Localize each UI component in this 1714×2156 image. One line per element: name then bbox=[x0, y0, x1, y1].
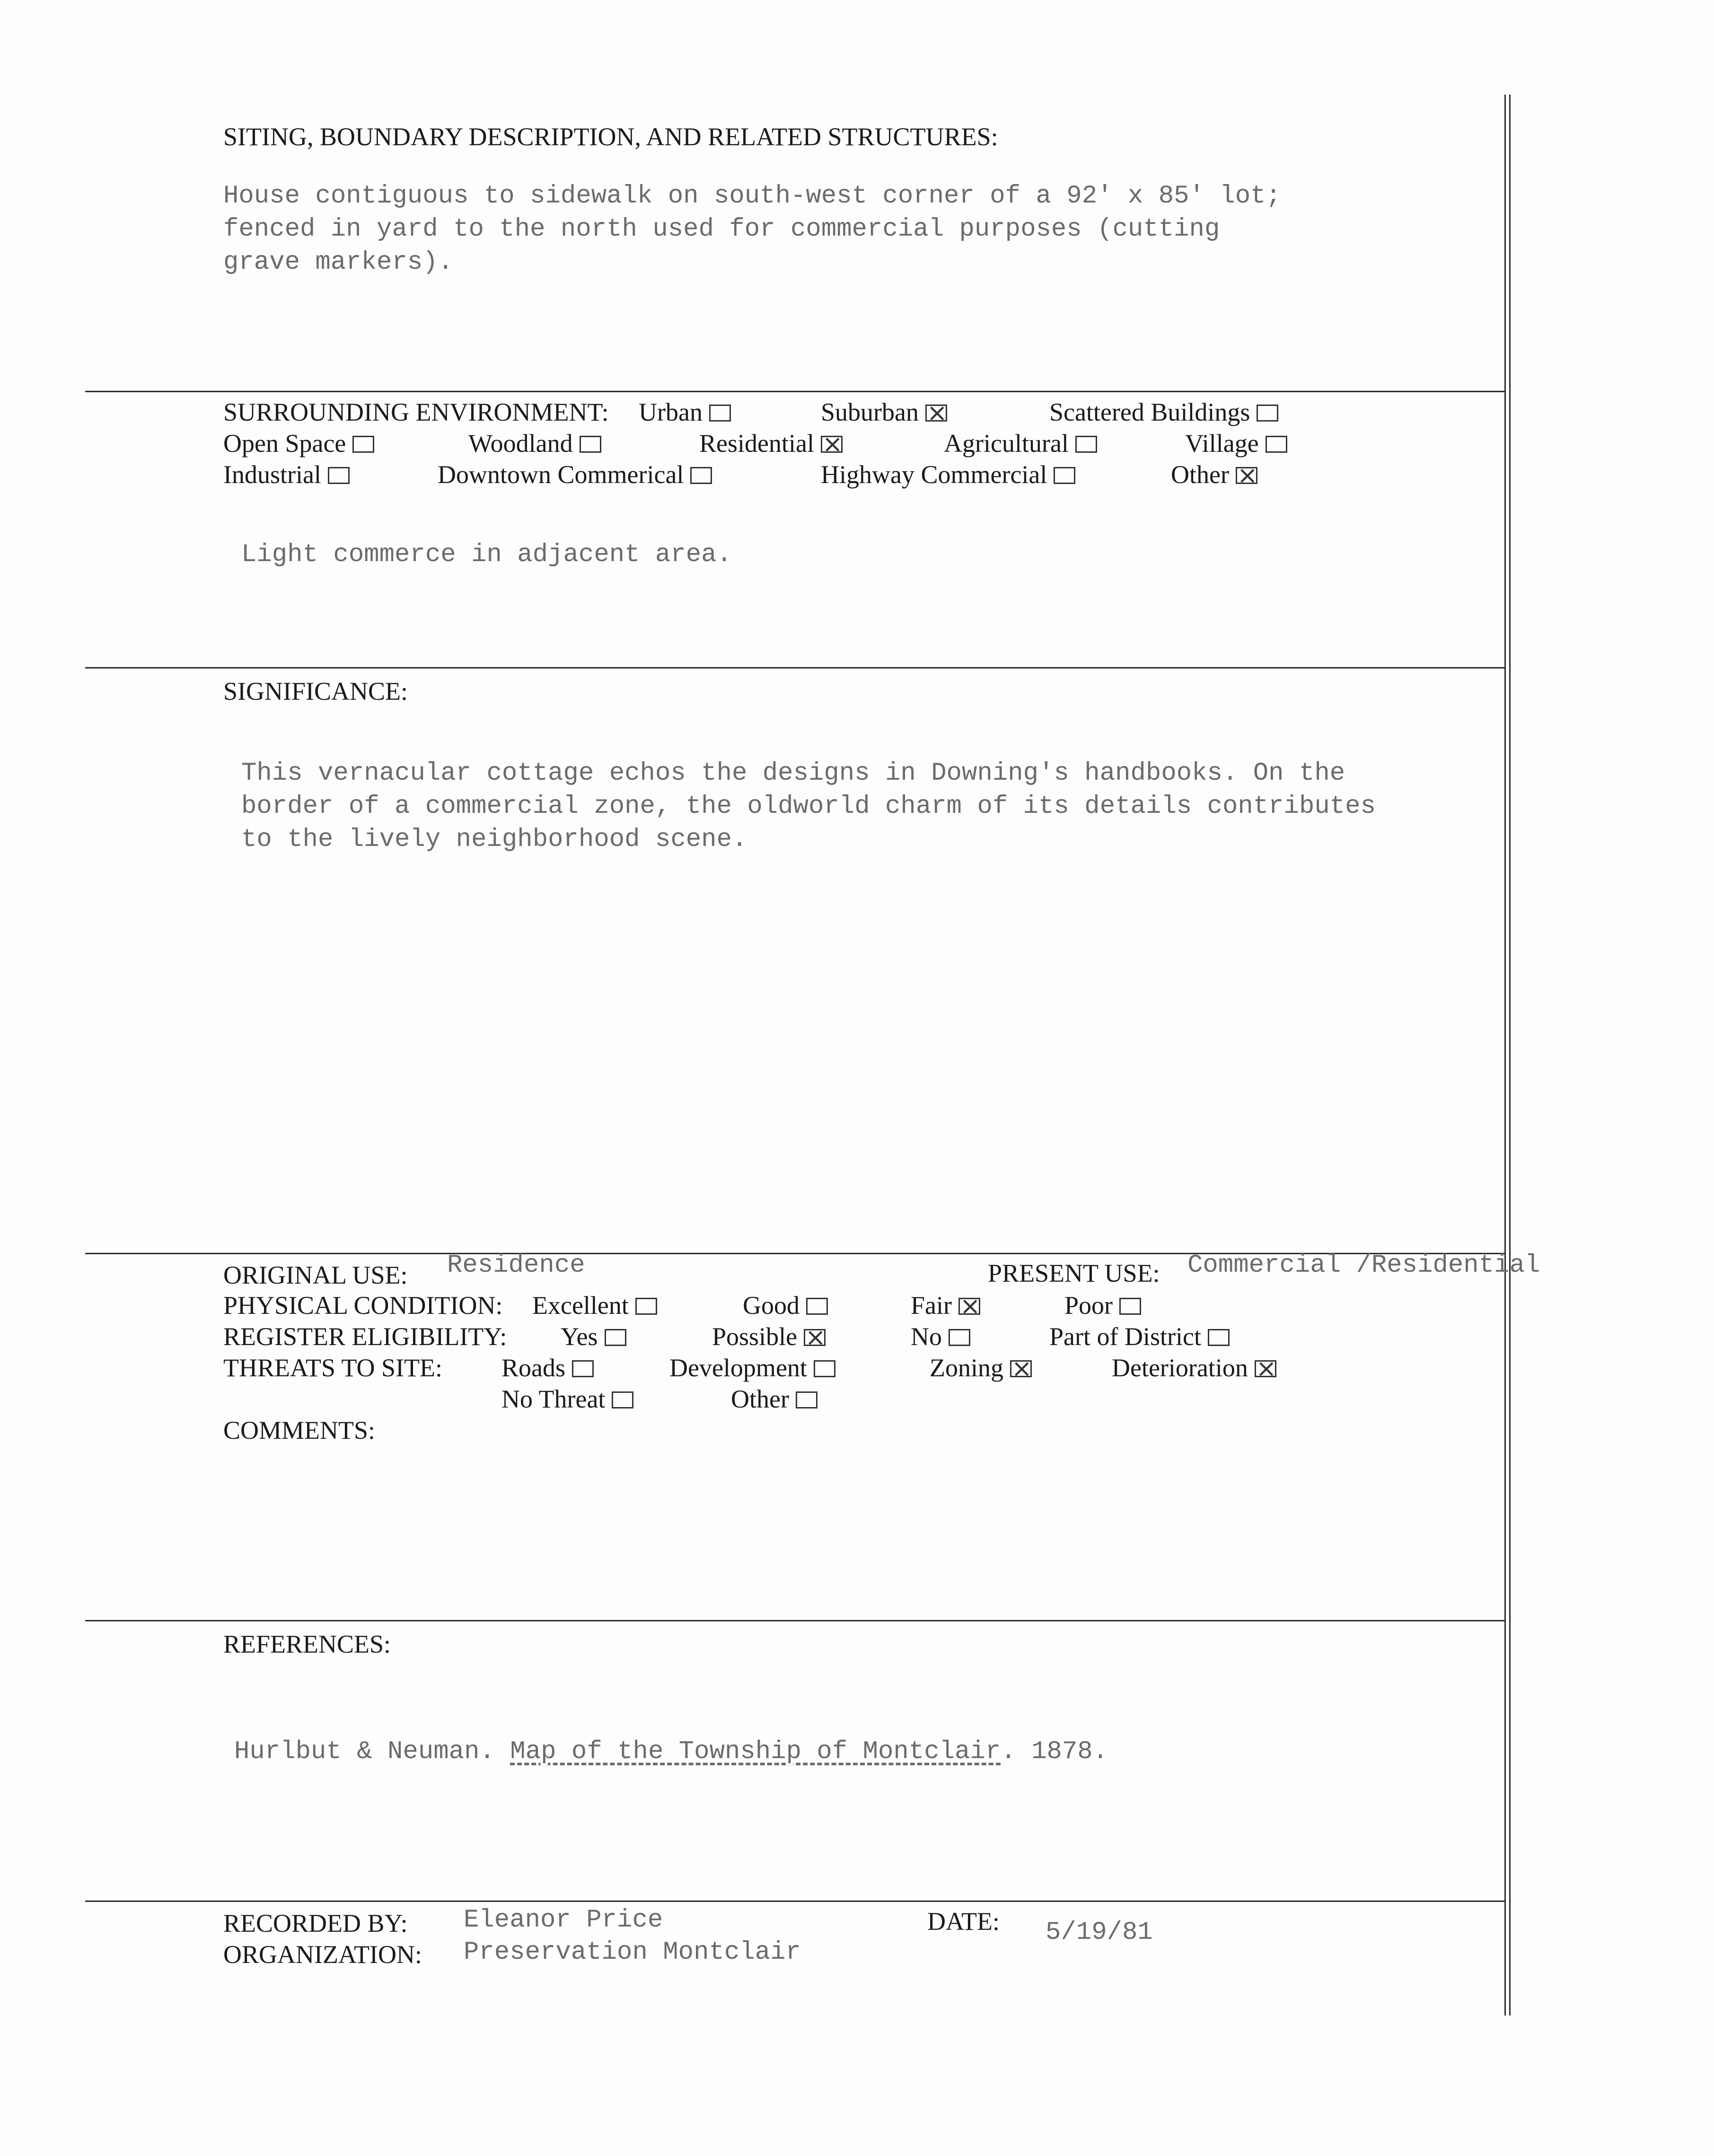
env-label-highway: Highway Commercial bbox=[821, 460, 1047, 489]
environment-note: Light commerce in adjacent area. bbox=[241, 540, 732, 569]
reference-title: Map of the Township of Montclair bbox=[510, 1737, 1001, 1766]
checkbox-checked[interactable] bbox=[958, 1298, 980, 1315]
env-option-open-space[interactable] bbox=[223, 428, 374, 459]
env-label-village: Village bbox=[1185, 429, 1259, 458]
env-label-open-space: Open Space bbox=[223, 429, 346, 458]
checkbox[interactable] bbox=[949, 1329, 970, 1346]
condition-option-poor[interactable] bbox=[1064, 1290, 1141, 1321]
threat-option-roads[interactable] bbox=[501, 1352, 594, 1383]
env-option-agricultural[interactable] bbox=[944, 428, 1097, 459]
condition-option-fair[interactable] bbox=[911, 1290, 980, 1321]
checkbox-checked[interactable] bbox=[804, 1329, 826, 1346]
organization-value: Preservation Montclair bbox=[464, 1938, 801, 1967]
env-option-residential[interactable] bbox=[699, 428, 843, 459]
checkbox[interactable] bbox=[1266, 436, 1287, 453]
original-use-label: ORIGINAL USE: bbox=[223, 1261, 408, 1289]
checkbox[interactable] bbox=[328, 467, 350, 484]
threat-option-zoning[interactable] bbox=[930, 1352, 1032, 1383]
eligibility-label-possible: Possible bbox=[712, 1322, 798, 1351]
checkbox[interactable] bbox=[709, 405, 731, 422]
env-option-highway[interactable] bbox=[821, 459, 1075, 490]
env-option-village[interactable] bbox=[1185, 428, 1287, 459]
checkbox[interactable] bbox=[1075, 436, 1097, 453]
organization-label: ORGANIZATION: bbox=[223, 1940, 422, 1969]
checkbox[interactable] bbox=[605, 1329, 626, 1346]
reference-year: . 1878. bbox=[1001, 1737, 1108, 1766]
checkbox[interactable] bbox=[1119, 1298, 1141, 1315]
checkbox[interactable] bbox=[796, 1391, 817, 1408]
checkbox[interactable] bbox=[1054, 467, 1075, 484]
env-option-woodland[interactable] bbox=[468, 428, 601, 459]
env-option-other[interactable] bbox=[1171, 459, 1257, 490]
siting-text-line-2: fenced in yard to the north used for commercial purposes (cutting bbox=[223, 215, 1220, 244]
threat-label-zoning: Zoning bbox=[930, 1354, 1003, 1382]
original-use-value: Residence bbox=[447, 1251, 585, 1280]
reference-author: Hurlbut & Neuman. bbox=[234, 1737, 495, 1766]
env-label-urban: Urban bbox=[639, 398, 703, 426]
checkbox-checked[interactable] bbox=[925, 405, 947, 422]
environment-heading: SURROUNDING ENVIRONMENT: bbox=[223, 398, 609, 426]
env-label-woodland: Woodland bbox=[468, 429, 573, 458]
threat-label-development: Development bbox=[669, 1354, 807, 1382]
env-label-residential: Residential bbox=[699, 429, 814, 458]
threat-label-other: Other bbox=[731, 1385, 789, 1413]
section-divider bbox=[85, 391, 1504, 392]
threat-label-no-threat: No Threat bbox=[501, 1385, 606, 1413]
condition-label-fair: Fair bbox=[911, 1291, 952, 1320]
env-label-downtown: Downtown Commerical bbox=[438, 460, 684, 489]
checkbox-checked[interactable] bbox=[1010, 1360, 1032, 1377]
checkbox[interactable] bbox=[1208, 1329, 1230, 1346]
eligibility-option-no[interactable] bbox=[911, 1321, 970, 1352]
condition-option-excellent[interactable] bbox=[532, 1290, 657, 1321]
eligibility-option-yes[interactable] bbox=[561, 1321, 626, 1352]
env-label-suburban: Suburban bbox=[821, 398, 919, 426]
checkbox[interactable] bbox=[580, 436, 601, 453]
threat-label-roads: Roads bbox=[501, 1354, 565, 1382]
condition-label-excellent: Excellent bbox=[532, 1291, 629, 1320]
siting-heading: SITING, BOUNDARY DESCRIPTION, AND RELATED STRUCTURES: bbox=[223, 123, 998, 151]
env-label-industrial: Industrial bbox=[223, 460, 321, 489]
checkbox-checked[interactable] bbox=[1255, 1360, 1276, 1377]
env-label-other: Other bbox=[1171, 460, 1229, 489]
env-option-industrial[interactable] bbox=[223, 459, 350, 490]
present-use-value: Commercial /Residential bbox=[1187, 1251, 1540, 1280]
checkbox[interactable] bbox=[612, 1391, 633, 1408]
threat-option-other[interactable] bbox=[731, 1383, 817, 1415]
eligibility-label-yes: Yes bbox=[561, 1322, 598, 1351]
env-option-downtown[interactable] bbox=[438, 459, 712, 490]
eligibility-label-district: Part of District bbox=[1049, 1322, 1201, 1351]
significance-text-line-1: This vernacular cottage echos the designs in Downing's handbooks. On the bbox=[241, 759, 1345, 788]
threat-option-deterioration[interactable] bbox=[1112, 1352, 1276, 1383]
significance-heading: SIGNIFICANCE: bbox=[223, 677, 408, 705]
present-use-label: PRESENT USE: bbox=[988, 1259, 1160, 1287]
siting-text-line-1: House contiguous to sidewalk on south-west corner of a 92' x 85' lot; bbox=[223, 182, 1281, 211]
env-label-agricultural: Agricultural bbox=[944, 429, 1069, 458]
eligibility-label-no: No bbox=[911, 1322, 942, 1351]
threat-option-no-threat[interactable] bbox=[501, 1383, 633, 1415]
checkbox[interactable] bbox=[635, 1298, 657, 1315]
eligibility-option-possible[interactable] bbox=[712, 1321, 826, 1352]
env-option-urban[interactable] bbox=[639, 396, 731, 428]
checkbox-checked[interactable] bbox=[821, 436, 843, 453]
env-option-scattered[interactable] bbox=[1049, 396, 1278, 428]
checkbox-checked[interactable] bbox=[1236, 467, 1257, 484]
section-divider bbox=[85, 1620, 1504, 1621]
section-divider bbox=[85, 667, 1504, 669]
significance-text-line-3: to the lively neighborhood scene. bbox=[241, 825, 747, 854]
checkbox[interactable] bbox=[1257, 405, 1278, 422]
checkbox[interactable] bbox=[814, 1360, 835, 1377]
threats-label: THREATS TO SITE: bbox=[223, 1354, 443, 1382]
references-heading: REFERENCES: bbox=[223, 1630, 391, 1658]
threat-option-development[interactable] bbox=[669, 1352, 835, 1383]
recorded-by-value: Eleanor Price bbox=[464, 1906, 663, 1935]
checkbox[interactable] bbox=[806, 1298, 828, 1315]
right-border-line-inner bbox=[1509, 95, 1511, 2015]
significance-text-line-2: border of a commercial zone, the oldworld charm of its details contributes bbox=[241, 792, 1376, 821]
checkbox[interactable] bbox=[572, 1360, 594, 1377]
env-label-scattered: Scattered Buildings bbox=[1049, 398, 1250, 426]
eligibility-option-district[interactable] bbox=[1049, 1321, 1230, 1352]
checkbox[interactable] bbox=[690, 467, 712, 484]
siting-text-line-3: grave markers). bbox=[223, 248, 454, 277]
date-label: DATE: bbox=[927, 1907, 1000, 1936]
threat-label-deterioration: Deterioration bbox=[1112, 1354, 1248, 1382]
recorded-by-label: RECORDED BY: bbox=[223, 1909, 408, 1937]
right-border-line bbox=[1504, 95, 1506, 2015]
condition-label-poor: Poor bbox=[1064, 1291, 1113, 1320]
condition-option-good[interactable] bbox=[743, 1290, 828, 1321]
env-option-suburban[interactable] bbox=[821, 396, 947, 428]
date-value: 5/19/81 bbox=[1046, 1918, 1153, 1947]
comments-label: COMMENTS: bbox=[223, 1416, 376, 1444]
eligibility-label: REGISTER ELIGIBILITY: bbox=[223, 1322, 507, 1351]
condition-label-good: Good bbox=[743, 1291, 800, 1320]
reference-entry bbox=[234, 1735, 1108, 1769]
condition-label: PHYSICAL CONDITION: bbox=[223, 1291, 503, 1320]
checkbox[interactable] bbox=[352, 436, 374, 453]
section-divider bbox=[85, 1901, 1504, 1902]
